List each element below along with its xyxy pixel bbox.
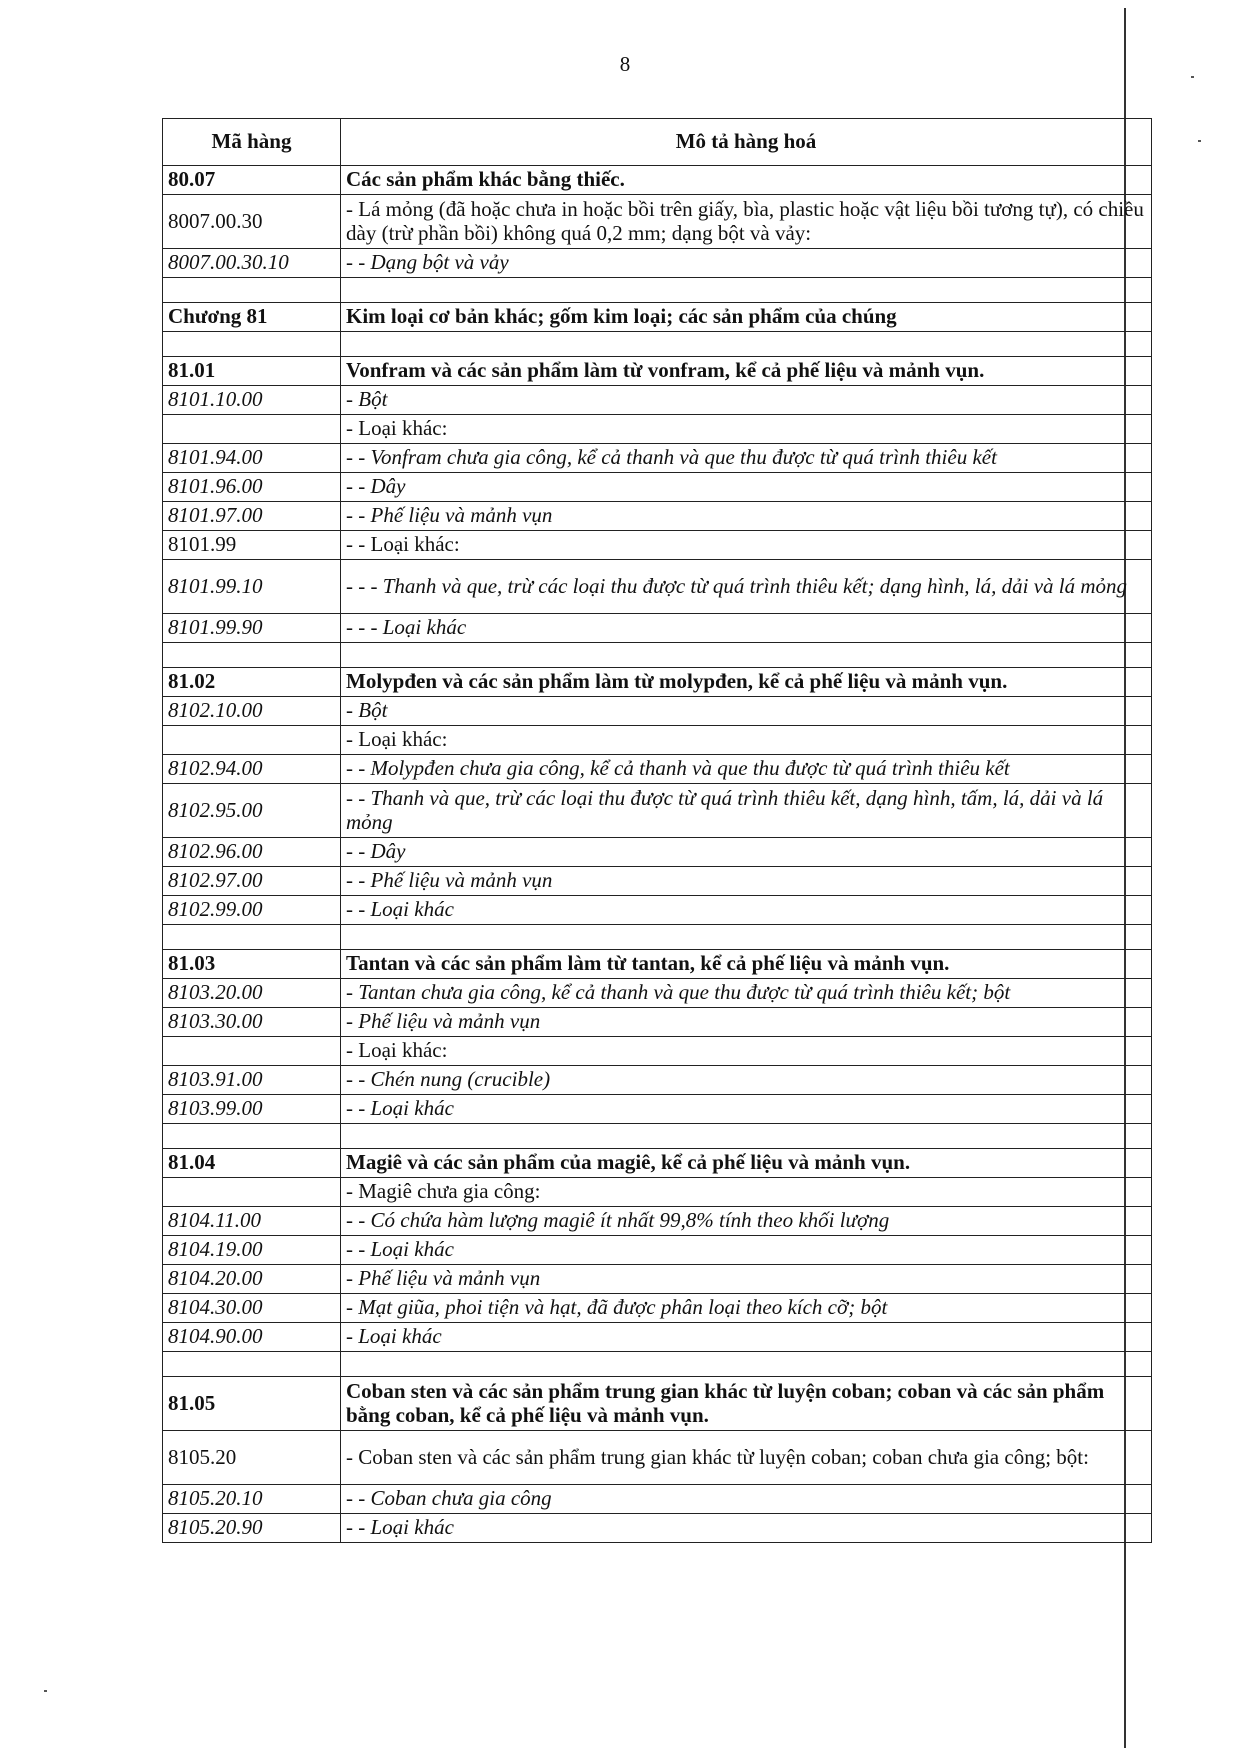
row-description	[341, 1352, 1152, 1377]
tariff-table	[162, 118, 1152, 1543]
row-code: 8104.30.00	[163, 1294, 341, 1323]
table-row	[163, 726, 1152, 755]
row-description: - Loại khác:	[341, 1037, 1152, 1066]
row-description: - Coban sten và các sản phẩm trung gian khác từ luyện coban; coban chưa gia công; bột:	[341, 1431, 1152, 1485]
table-row	[163, 1323, 1152, 1352]
table-spacer-row	[163, 643, 1152, 668]
row-code: 8102.94.00	[163, 755, 341, 784]
row-code	[163, 1124, 341, 1149]
row-code	[163, 415, 341, 444]
row-description: - Loại khác	[341, 1323, 1152, 1352]
table-row	[163, 1066, 1152, 1095]
row-description: Magiê và các sản phẩm của magiê, kể cả phế liệu và mảnh vụn.	[341, 1149, 1152, 1178]
row-code: 8102.95.00	[163, 784, 341, 838]
row-description: - Mạt giũa, phoi tiện và hạt, đã được phân loại theo kích cỡ; bột	[341, 1294, 1152, 1323]
row-description: Coban sten và các sản phẩm trung gian khác từ luyện coban; coban và các sản phẩm bằng coban, kể cả phế liệu và mảnh vụn.	[341, 1377, 1152, 1431]
row-description: - Phế liệu và mảnh vụn	[341, 1265, 1152, 1294]
row-description: - - Dây	[341, 838, 1152, 867]
table-row	[163, 531, 1152, 560]
row-description: - Loại khác:	[341, 726, 1152, 755]
row-code: 8101.97.00	[163, 502, 341, 531]
row-description: - - Molypđen chưa gia công, kể cả thanh và que thu được từ quá trình thiêu kết	[341, 755, 1152, 784]
row-description: - Tantan chưa gia công, kể cả thanh và que thu được từ quá trình thiêu kết; bột	[341, 979, 1152, 1008]
table-row	[163, 1431, 1152, 1485]
table-row	[163, 249, 1152, 278]
table-spacer-row	[163, 278, 1152, 303]
row-code: 8105.20.10	[163, 1485, 341, 1514]
table-row	[163, 1265, 1152, 1294]
table-row	[163, 1514, 1152, 1543]
table-row	[163, 560, 1152, 614]
row-code	[163, 726, 341, 755]
table-row	[163, 614, 1152, 643]
row-code: 81.05	[163, 1377, 341, 1431]
row-description	[341, 925, 1152, 950]
page-number: 8	[619, 52, 631, 76]
row-code: 8103.20.00	[163, 979, 341, 1008]
table-row	[163, 1207, 1152, 1236]
row-code: 8007.00.30	[163, 195, 341, 249]
row-code: 8103.30.00	[163, 1008, 341, 1037]
row-code: 81.02	[163, 668, 341, 697]
table-row	[163, 303, 1152, 332]
row-description: - Magiê chưa gia công:	[341, 1178, 1152, 1207]
scan-speck	[1198, 140, 1201, 142]
row-code: 81.04	[163, 1149, 341, 1178]
table-header-row	[163, 119, 1152, 166]
row-description	[341, 278, 1152, 303]
row-code: 8101.10.00	[163, 386, 341, 415]
row-description	[341, 643, 1152, 668]
row-code: Chương 81	[163, 303, 341, 332]
row-code	[163, 332, 341, 357]
table-row	[163, 502, 1152, 531]
table-row	[163, 668, 1152, 697]
row-code	[163, 278, 341, 303]
table-row	[163, 166, 1152, 195]
row-code: 8105.20	[163, 1431, 341, 1485]
table-row	[163, 386, 1152, 415]
row-description: - - Loại khác	[341, 1514, 1152, 1543]
row-code: 8102.99.00	[163, 896, 341, 925]
scan-speck	[1191, 76, 1194, 78]
table-row	[163, 755, 1152, 784]
row-description: - - - Loại khác	[341, 614, 1152, 643]
table-spacer-row	[163, 925, 1152, 950]
header-code: Mã hàng	[163, 119, 341, 166]
row-description: - - Vonfram chưa gia công, kể cả thanh và que thu được từ quá trình thiêu kết	[341, 444, 1152, 473]
table-spacer-row	[163, 332, 1152, 357]
row-code: 8101.99	[163, 531, 341, 560]
row-code: 8101.99.10	[163, 560, 341, 614]
table-row	[163, 195, 1152, 249]
row-description: - - - Thanh và que, trừ các loại thu được từ quá trình thiêu kết; dạng hình, lá, dải và lá mỏng	[341, 560, 1152, 614]
row-description: Tantan và các sản phẩm làm từ tantan, kể cả phế liệu và mảnh vụn.	[341, 950, 1152, 979]
row-description: - - Dây	[341, 473, 1152, 502]
row-code: 8104.20.00	[163, 1265, 341, 1294]
row-description: Molypđen và các sản phẩm làm từ molypđen, kể cả phế liệu và mảnh vụn.	[341, 668, 1152, 697]
row-description: - - Dạng bột và vảy	[341, 249, 1152, 278]
row-description: - - Coban chưa gia công	[341, 1485, 1152, 1514]
row-code: 8007.00.30.10	[163, 249, 341, 278]
table-row	[163, 357, 1152, 386]
row-code: 8104.11.00	[163, 1207, 341, 1236]
row-code	[163, 925, 341, 950]
row-description: - Bột	[341, 697, 1152, 726]
row-code	[163, 643, 341, 668]
row-description: - Loại khác:	[341, 415, 1152, 444]
table-row	[163, 1485, 1152, 1514]
row-code: 8102.10.00	[163, 697, 341, 726]
row-description: - Bột	[341, 386, 1152, 415]
table-row	[163, 1037, 1152, 1066]
row-code: 81.01	[163, 357, 341, 386]
row-description: - - Phế liệu và mảnh vụn	[341, 867, 1152, 896]
table-row	[163, 473, 1152, 502]
table-body	[163, 166, 1152, 1543]
table-row	[163, 979, 1152, 1008]
row-code: 8104.19.00	[163, 1236, 341, 1265]
scan-speck	[44, 1690, 47, 1692]
table-row	[163, 1294, 1152, 1323]
table-spacer-row	[163, 1124, 1152, 1149]
table-row	[163, 1008, 1152, 1037]
row-code: 8102.96.00	[163, 838, 341, 867]
row-code: 8102.97.00	[163, 867, 341, 896]
row-code	[163, 1037, 341, 1066]
table-row	[163, 1377, 1152, 1431]
row-description: Các sản phẩm khác bằng thiếc.	[341, 166, 1152, 195]
row-code: 8104.90.00	[163, 1323, 341, 1352]
row-code: 8103.99.00	[163, 1095, 341, 1124]
table-row	[163, 896, 1152, 925]
table-row	[163, 950, 1152, 979]
row-description: - Lá mỏng (đã hoặc chưa in hoặc bồi trên giấy, bìa, plastic hoặc vật liệu bồi tương tự), có chiều dày (trừ phần bồi) không quá 0,2 mm; dạng bột và vảy:	[341, 195, 1152, 249]
row-code: 8101.94.00	[163, 444, 341, 473]
row-description: - - Thanh và que, trừ các loại thu được từ quá trình thiêu kết, dạng hình, tấm, lá, dải và lá mỏng	[341, 784, 1152, 838]
row-code: 8101.99.90	[163, 614, 341, 643]
row-code	[163, 1178, 341, 1207]
row-code	[163, 1352, 341, 1377]
row-description	[341, 1124, 1152, 1149]
row-description: - Phế liệu và mảnh vụn	[341, 1008, 1152, 1037]
row-description: - - Loại khác:	[341, 531, 1152, 560]
row-code: 80.07	[163, 166, 341, 195]
row-code: 8105.20.90	[163, 1514, 341, 1543]
table-row	[163, 1149, 1152, 1178]
table-row	[163, 415, 1152, 444]
row-code: 81.03	[163, 950, 341, 979]
row-description: - - Có chứa hàm lượng magiê ít nhất 99,8% tính theo khối lượng	[341, 1207, 1152, 1236]
row-description: - - Loại khác	[341, 1236, 1152, 1265]
table-row	[163, 1178, 1152, 1207]
table-row	[163, 838, 1152, 867]
table-row	[163, 1095, 1152, 1124]
row-description	[341, 332, 1152, 357]
row-description: - - Chén nung (crucible)	[341, 1066, 1152, 1095]
table-spacer-row	[163, 1352, 1152, 1377]
header-description: Mô tả hàng hoá	[341, 119, 1152, 166]
table-row	[163, 1236, 1152, 1265]
table-row	[163, 697, 1152, 726]
row-description: - - Loại khác	[341, 1095, 1152, 1124]
row-code: 8101.96.00	[163, 473, 341, 502]
row-code: 8103.91.00	[163, 1066, 341, 1095]
row-description: - - Loại khác	[341, 896, 1152, 925]
table-row	[163, 784, 1152, 838]
table-row	[163, 867, 1152, 896]
row-description: Vonfram và các sản phẩm làm từ vonfram, kể cả phế liệu và mảnh vụn.	[341, 357, 1152, 386]
table-row	[163, 444, 1152, 473]
row-description: Kim loại cơ bản khác; gốm kim loại; các sản phẩm của chúng	[341, 303, 1152, 332]
row-description: - - Phế liệu và mảnh vụn	[341, 502, 1152, 531]
